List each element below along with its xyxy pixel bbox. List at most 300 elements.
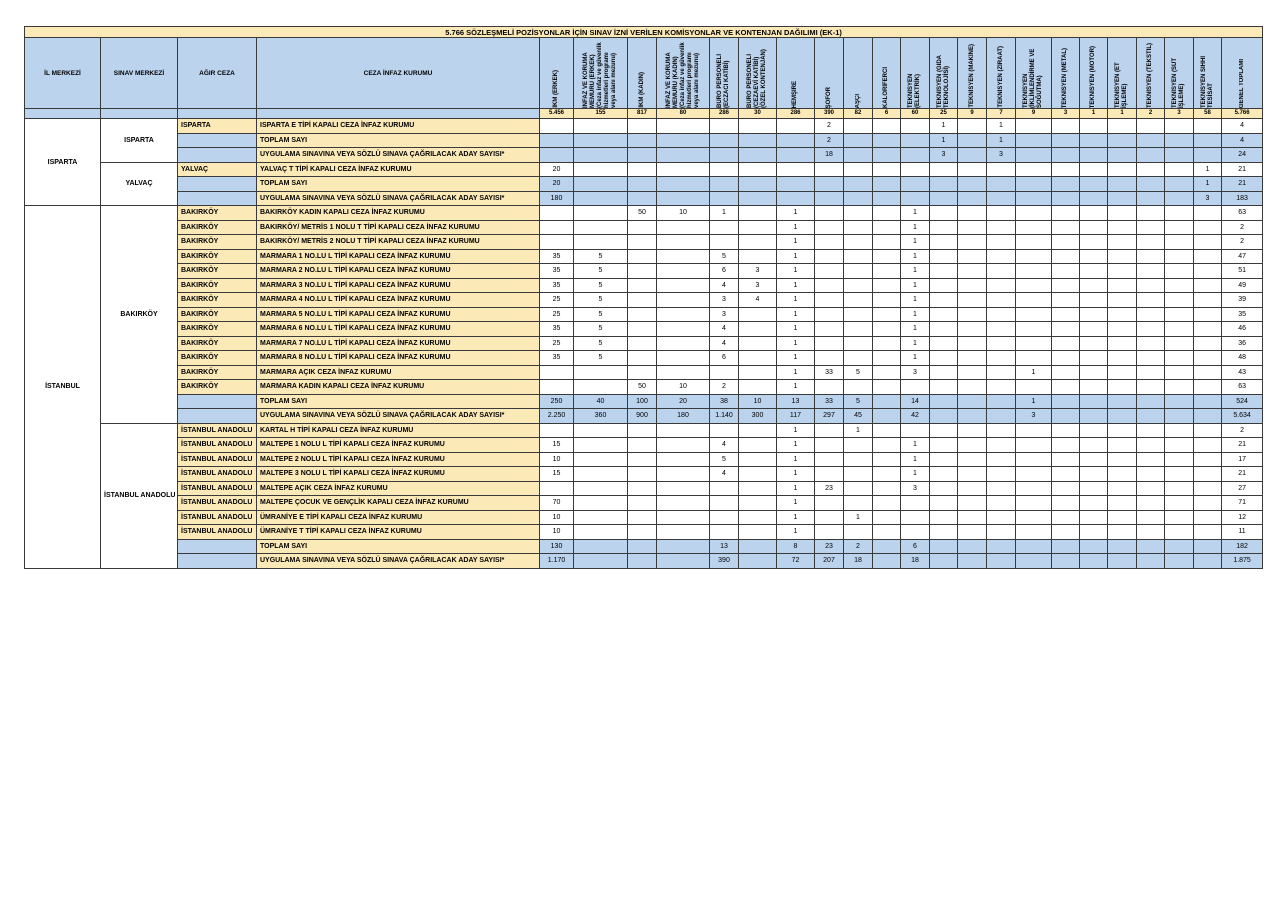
column-total: 60 [901, 109, 930, 119]
column-total: 9 [1016, 109, 1052, 119]
quota-cell [815, 452, 844, 467]
quota-cell [1137, 423, 1165, 438]
quota-cell [1137, 438, 1165, 453]
quota-cell [987, 249, 1016, 264]
quota-cell: 1 [777, 235, 815, 250]
institution-cell: MARMARA 1 NO.LU L TİPİ KAPALI CEZA İNFAZ KURUMU [257, 249, 540, 264]
quota-cell [739, 351, 777, 366]
quota-cell: 27 [1222, 481, 1263, 496]
table-row [25, 525, 1263, 540]
quota-cell [1165, 119, 1194, 134]
quota-cell [1165, 307, 1194, 322]
column-header-rotated [1016, 38, 1052, 109]
quota-cell [1016, 554, 1052, 569]
quota-cell: 5 [574, 322, 628, 337]
quota-cell [901, 380, 930, 395]
quota-cell [1016, 307, 1052, 322]
quota-cell [628, 452, 657, 467]
quota-cell [1165, 554, 1194, 569]
quota-cell: 21 [1222, 467, 1263, 482]
quota-cell [1165, 322, 1194, 337]
quota-cell [1194, 206, 1222, 221]
column-header-label: TEKNİSYEN (TEKSTİL) [1147, 42, 1153, 108]
quota-cell: 1 [987, 119, 1016, 134]
quota-cell [1052, 481, 1080, 496]
header-row [25, 38, 1263, 109]
quota-cell: 45 [844, 409, 873, 424]
column-header-label: HEMŞİRE [792, 80, 798, 108]
heavy-penal-court-cell [178, 394, 257, 409]
quota-cell: 1 [777, 336, 815, 351]
quota-cell [739, 438, 777, 453]
quota-cell [1194, 467, 1222, 482]
quota-cell [657, 365, 710, 380]
quota-cell [873, 148, 901, 163]
quota-cell [1016, 322, 1052, 337]
quota-cell: 1 [1016, 394, 1052, 409]
quota-table [24, 26, 1263, 569]
quota-cell: 4 [710, 322, 739, 337]
column-header-rotated [574, 38, 628, 109]
table-row [25, 220, 1263, 235]
quota-cell [987, 322, 1016, 337]
column-header-rotated [1108, 38, 1137, 109]
quota-cell: 33 [815, 394, 844, 409]
quota-cell [1137, 177, 1165, 192]
quota-cell [628, 336, 657, 351]
quota-cell [873, 264, 901, 279]
quota-cell [930, 438, 958, 453]
quota-cell [1080, 119, 1108, 134]
institution-cell: MARMARA 3 NO.LU L TİPİ KAPALI CEZA İNFAZ KURUMU [257, 278, 540, 293]
quota-cell [930, 467, 958, 482]
quota-cell: 4 [710, 467, 739, 482]
quota-cell [739, 133, 777, 148]
quota-cell [873, 220, 901, 235]
quota-cell: 1 [901, 351, 930, 366]
summary-row [25, 191, 1263, 206]
quota-cell [815, 307, 844, 322]
column-header-label: TEKNİSYEN SIHHİ TESİSAT [1200, 55, 1214, 108]
summary-row [25, 539, 1263, 554]
quota-cell [1080, 307, 1108, 322]
quota-cell [1080, 409, 1108, 424]
quota-cell [873, 510, 901, 525]
quota-cell [1108, 235, 1137, 250]
quota-cell [1016, 336, 1052, 351]
column-header-label: TEKNİSYEN (MAKİNE) [968, 44, 975, 108]
quota-cell [657, 438, 710, 453]
table-row [25, 467, 1263, 482]
quota-cell: 2 [815, 119, 844, 134]
quota-cell [930, 525, 958, 540]
quota-cell [1108, 307, 1137, 322]
quota-cell [958, 380, 987, 395]
quota-cell [657, 220, 710, 235]
column-header-rotated [844, 38, 873, 109]
quota-cell [1137, 510, 1165, 525]
institution-cell: UYGULAMA SINAVINA VEYA SÖZLÜ SINAVA ÇAĞRILACAK ADAY SAYISI* [257, 554, 540, 569]
quota-cell [958, 177, 987, 192]
quota-cell [958, 235, 987, 250]
quota-cell [1137, 206, 1165, 221]
quota-cell: 6 [710, 264, 739, 279]
quota-cell [958, 249, 987, 264]
institution-cell: MARMARA 7 NO.LU L TİPİ KAPALI CEZA İNFAZ KURUMU [257, 336, 540, 351]
quota-cell [1108, 481, 1137, 496]
heavy-penal-court-cell: BAKIRKÖY [178, 365, 257, 380]
quota-cell [1137, 525, 1165, 540]
quota-cell [930, 481, 958, 496]
quota-cell [1108, 525, 1137, 540]
quota-cell: 207 [815, 554, 844, 569]
quota-cell: 3 [901, 481, 930, 496]
quota-cell: 24 [1222, 148, 1263, 163]
institution-cell: YALVAÇ T TİPİ KAPALI CEZA İNFAZ KURUMU [257, 162, 540, 177]
quota-cell: 4 [710, 438, 739, 453]
summary-row [25, 177, 1263, 192]
quota-cell [958, 148, 987, 163]
quota-cell [958, 438, 987, 453]
institution-cell: MARMARA 8 NO.LU L TİPİ KAPALI CEZA İNFAZ KURUMU [257, 351, 540, 366]
quota-cell [628, 351, 657, 366]
column-header-label: ŞOFÖR [825, 86, 832, 108]
quota-cell: 63 [1222, 380, 1263, 395]
quota-cell [987, 206, 1016, 221]
quota-cell [1194, 365, 1222, 380]
quota-cell: 15 [540, 467, 574, 482]
quota-cell: 11 [1222, 525, 1263, 540]
heavy-penal-court-cell: BAKIRKÖY [178, 206, 257, 221]
quota-cell [1165, 423, 1194, 438]
quota-cell [873, 423, 901, 438]
quota-cell: 5 [710, 452, 739, 467]
heavy-penal-court-cell: İSTANBUL ANADOLU [178, 423, 257, 438]
table-title: 5.766 SÖZLEŞMELİ POZİSYONLAR İÇİN SINAV İZNİ VERİLEN KOMİSYONLAR VE KONTENJAN DAĞILIMI (EK-1) [25, 27, 1263, 38]
quota-cell [844, 438, 873, 453]
column-totals-row [25, 109, 1263, 119]
quota-cell: 130 [540, 539, 574, 554]
heavy-penal-court-cell: BAKIRKÖY [178, 293, 257, 308]
quota-cell [815, 177, 844, 192]
quota-cell [930, 380, 958, 395]
quota-cell [873, 467, 901, 482]
title-row [25, 27, 1263, 38]
table-row [25, 423, 1263, 438]
quota-cell [1137, 394, 1165, 409]
quota-cell [739, 191, 777, 206]
quota-cell [815, 278, 844, 293]
quota-cell [574, 525, 628, 540]
quota-cell [1137, 539, 1165, 554]
quota-cell: 1.140 [710, 409, 739, 424]
quota-cell [958, 264, 987, 279]
quota-cell: 6 [710, 351, 739, 366]
quota-cell [657, 278, 710, 293]
quota-cell [657, 554, 710, 569]
column-total: 390 [815, 109, 844, 119]
quota-cell: 25 [540, 293, 574, 308]
quota-cell [1165, 394, 1194, 409]
quota-cell [657, 336, 710, 351]
quota-cell [1016, 148, 1052, 163]
quota-cell [844, 191, 873, 206]
table-row [25, 162, 1263, 177]
quota-cell: 1 [901, 307, 930, 322]
quota-cell: 1 [901, 220, 930, 235]
quota-cell: 1 [987, 133, 1016, 148]
institution-cell: MALTEPE 2 NOLU L TİPİ KAPALI CEZA İNFAZ KURUMU [257, 452, 540, 467]
quota-cell [540, 119, 574, 134]
quota-cell [873, 336, 901, 351]
quota-cell: 1.875 [1222, 554, 1263, 569]
quota-cell [1194, 322, 1222, 337]
quota-cell [930, 278, 958, 293]
column-header-label: İNFAZ VE KORUMA MEMURU (ERKEK) (Ceza infaz ve güvenlik hizmetleri programı veya alanı mezunu) [583, 42, 617, 108]
quota-cell [1137, 481, 1165, 496]
quota-cell: 35 [1222, 307, 1263, 322]
quota-cell [1052, 133, 1080, 148]
heavy-penal-court-cell: İSTANBUL ANADOLU [178, 481, 257, 496]
quota-cell [657, 496, 710, 511]
institution-cell: TOPLAM SAYI [257, 539, 540, 554]
quota-cell [930, 409, 958, 424]
quota-cell [628, 525, 657, 540]
quota-cell: 1 [777, 293, 815, 308]
quota-cell [710, 481, 739, 496]
quota-cell [1165, 249, 1194, 264]
heavy-penal-court-cell: BAKIRKÖY [178, 336, 257, 351]
table-row [25, 119, 1263, 134]
column-header-rotated [873, 38, 901, 109]
quota-cell [930, 351, 958, 366]
quota-cell [1108, 554, 1137, 569]
quota-cell [628, 481, 657, 496]
quota-cell [958, 496, 987, 511]
institution-cell: UYGULAMA SINAVINA VEYA SÖZLÜ SINAVA ÇAĞRILACAK ADAY SAYISI* [257, 191, 540, 206]
institution-cell: TOPLAM SAYI [257, 133, 540, 148]
quota-cell [901, 191, 930, 206]
quota-cell [1137, 452, 1165, 467]
quota-cell [657, 162, 710, 177]
quota-cell [1194, 264, 1222, 279]
quota-cell [657, 249, 710, 264]
institution-cell: ÜMRANİYE E TİPİ KAPALI CEZA İNFAZ KURUMU [257, 510, 540, 525]
quota-cell [1052, 539, 1080, 554]
quota-cell [1108, 365, 1137, 380]
quota-cell: 1 [901, 336, 930, 351]
quota-cell [1080, 235, 1108, 250]
institution-cell: MALTEPE 1 NOLU L TİPİ KAPALI CEZA İNFAZ KURUMU [257, 438, 540, 453]
quota-cell [987, 409, 1016, 424]
quota-cell [958, 452, 987, 467]
quota-cell [873, 481, 901, 496]
heavy-penal-court-cell: BAKIRKÖY [178, 307, 257, 322]
quota-cell: 1 [901, 322, 930, 337]
quota-cell [930, 162, 958, 177]
quota-cell [1080, 148, 1108, 163]
column-total: 286 [777, 109, 815, 119]
column-header-rotated [1165, 38, 1194, 109]
quota-cell [1165, 264, 1194, 279]
quota-cell [1137, 278, 1165, 293]
quota-cell: 1 [777, 307, 815, 322]
quota-cell [815, 380, 844, 395]
quota-cell [815, 510, 844, 525]
quota-cell [1137, 322, 1165, 337]
column-header: İL MERKEZİ [25, 38, 101, 109]
quota-cell: 10 [540, 525, 574, 540]
quota-cell [1052, 148, 1080, 163]
column-total: 1 [1108, 109, 1137, 119]
quota-cell [1080, 525, 1108, 540]
quota-cell [1052, 394, 1080, 409]
quota-cell: 2 [844, 539, 873, 554]
quota-cell: 2 [1222, 220, 1263, 235]
quota-cell [1052, 191, 1080, 206]
quota-cell [815, 235, 844, 250]
quota-cell [1052, 452, 1080, 467]
quota-cell [1165, 438, 1194, 453]
quota-cell [1016, 191, 1052, 206]
quota-cell [873, 235, 901, 250]
quota-cell: 1 [901, 467, 930, 482]
quota-cell: 5 [574, 293, 628, 308]
quota-cell [844, 148, 873, 163]
quota-cell [901, 496, 930, 511]
quota-cell: 12 [1222, 510, 1263, 525]
quota-cell [739, 496, 777, 511]
quota-cell: 10 [540, 510, 574, 525]
quota-cell [777, 119, 815, 134]
quota-cell [987, 235, 1016, 250]
column-header-label: TEKNİSYEN (GIDA TEKNOLOJİSİ) [936, 55, 950, 108]
quota-cell [657, 481, 710, 496]
quota-cell: 3 [739, 278, 777, 293]
quota-cell: 18 [901, 554, 930, 569]
quota-cell [1108, 148, 1137, 163]
quota-cell [844, 525, 873, 540]
quota-cell: 183 [1222, 191, 1263, 206]
quota-cell: 390 [710, 554, 739, 569]
quota-cell [1080, 293, 1108, 308]
quota-cell [574, 496, 628, 511]
quota-cell [873, 119, 901, 134]
institution-cell: MARMARA 2 NO.LU L TİPİ KAPALI CEZA İNFAZ KURUMU [257, 264, 540, 279]
quota-cell [1137, 264, 1165, 279]
quota-cell: 10 [540, 452, 574, 467]
quota-cell [1052, 525, 1080, 540]
quota-cell: 8 [777, 539, 815, 554]
quota-cell [815, 249, 844, 264]
quota-cell [930, 496, 958, 511]
quota-cell [1080, 452, 1108, 467]
quota-cell: 23 [815, 539, 844, 554]
quota-cell: 1 [777, 496, 815, 511]
column-total: 9 [958, 109, 987, 119]
quota-cell [1016, 496, 1052, 511]
quota-cell [628, 293, 657, 308]
quota-cell: 1 [777, 249, 815, 264]
quota-cell: 1 [1194, 177, 1222, 192]
quota-cell [1052, 177, 1080, 192]
quota-cell [1016, 206, 1052, 221]
quota-cell [1165, 278, 1194, 293]
quota-cell [987, 264, 1016, 279]
quota-cell [844, 481, 873, 496]
quota-cell [657, 133, 710, 148]
quota-cell [1080, 467, 1108, 482]
quota-cell [657, 452, 710, 467]
quota-cell [901, 133, 930, 148]
column-total: 30 [739, 109, 777, 119]
column-header-label: AŞÇI [854, 93, 861, 108]
quota-cell [1137, 380, 1165, 395]
quota-cell: 35 [540, 264, 574, 279]
quota-cell [1165, 351, 1194, 366]
heavy-penal-court-cell [178, 191, 257, 206]
column-header-label: TEKNİSYEN (MOTOR) [1090, 45, 1096, 108]
quota-cell [1165, 481, 1194, 496]
quota-cell [1137, 351, 1165, 366]
table-row [25, 249, 1263, 264]
quota-cell: 39 [1222, 293, 1263, 308]
quota-cell: 21 [1222, 177, 1263, 192]
quota-cell [1080, 380, 1108, 395]
quota-cell: 5 [574, 278, 628, 293]
quota-cell [1080, 496, 1108, 511]
quota-cell [873, 554, 901, 569]
quota-cell [958, 539, 987, 554]
quota-cell [873, 438, 901, 453]
quota-cell [1052, 409, 1080, 424]
quota-cell [1108, 336, 1137, 351]
summary-row [25, 394, 1263, 409]
quota-cell: 4 [710, 336, 739, 351]
quota-cell [815, 496, 844, 511]
quota-cell [1165, 293, 1194, 308]
quota-cell [540, 235, 574, 250]
heavy-penal-court-cell [178, 133, 257, 148]
quota-cell: 13 [777, 394, 815, 409]
quota-cell [628, 220, 657, 235]
quota-cell [739, 423, 777, 438]
quota-cell [958, 351, 987, 366]
quota-cell: 35 [540, 249, 574, 264]
quota-cell: 20 [540, 162, 574, 177]
quota-cell: 1 [777, 423, 815, 438]
quota-cell [1016, 510, 1052, 525]
quota-cell [657, 293, 710, 308]
quota-cell [1137, 249, 1165, 264]
quota-cell [1016, 481, 1052, 496]
quota-cell: 71 [1222, 496, 1263, 511]
quota-cell [1052, 235, 1080, 250]
column-header-rotated [815, 38, 844, 109]
column-total: 5.456 [540, 109, 574, 119]
column-header-label: TEKNİSYEN (SÜT İŞLEME) [1172, 57, 1185, 108]
quota-cell: 35 [540, 322, 574, 337]
quota-cell [739, 365, 777, 380]
quota-cell [930, 235, 958, 250]
quota-cell: 5 [844, 365, 873, 380]
heavy-penal-court-cell: İSTANBUL ANADOLU [178, 496, 257, 511]
institution-cell: ÜMRANİYE T TİPİ KAPALI CEZA İNFAZ KURUMU [257, 525, 540, 540]
quota-cell [628, 119, 657, 134]
column-header-rotated [1222, 38, 1263, 109]
quota-cell [1108, 278, 1137, 293]
quota-cell [657, 525, 710, 540]
